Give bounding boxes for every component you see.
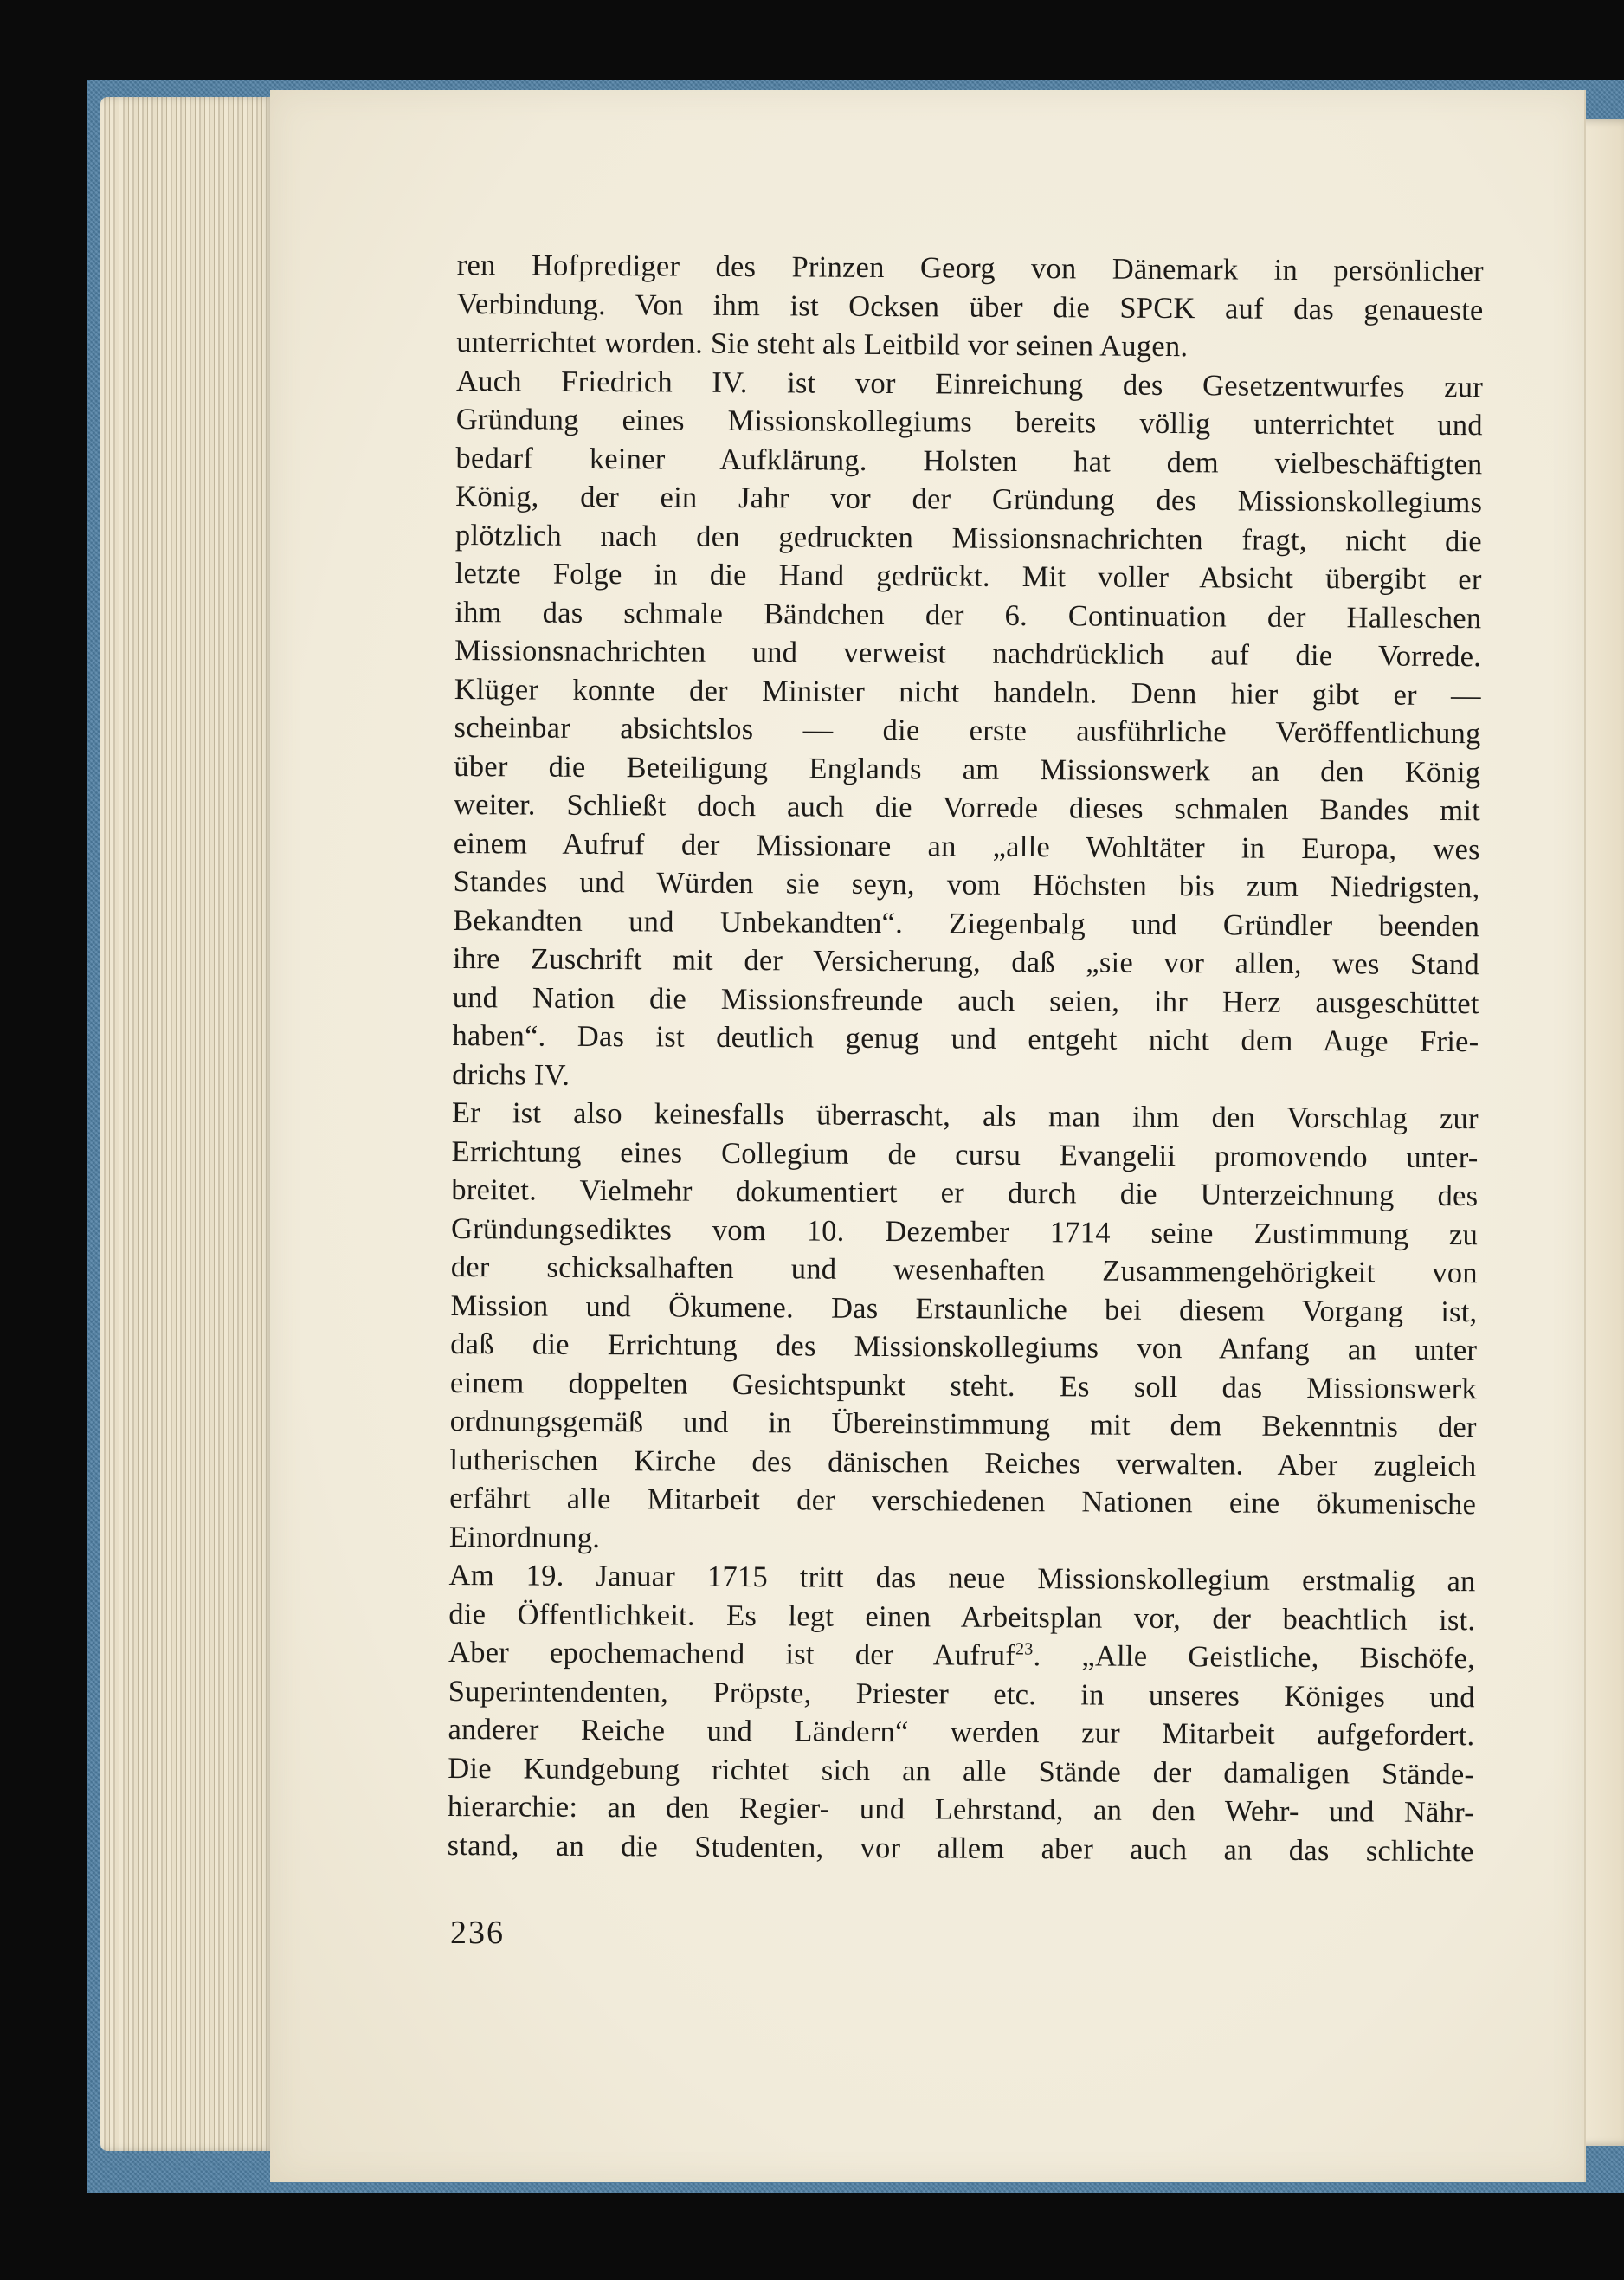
text-line: Bekandten und Unbekandten“. Ziegenbalg und Gründler beenden	[453, 903, 1480, 943]
text-line: einem doppelten Gesichtspunkt steht. Es soll das Missionswerk	[449, 1366, 1478, 1405]
text-line: Er ist also keinesfalls überrascht, als man ihm den Vorschlag zur	[451, 1095, 1479, 1136]
text-line: die Öffentlichkeit. Es legt einen Arbeitsplan vor, der beachtlich ist.	[448, 1597, 1476, 1637]
text-line: Auch Friedrich IV. ist vor Einreichung des Gesetzentwurfes zur	[455, 364, 1484, 404]
text-line: Gründung eines Missionskollegiums bereits völlig unterrichtet und	[455, 402, 1483, 442]
text-line: anderer Reiche und Ländern“ werden zur Mitarbeit aufgefordert.	[448, 1712, 1475, 1753]
text-line: Mission und Ökumene. Das Erstaunliche bei diesem Vorgang ist,	[450, 1289, 1478, 1328]
text-line: Die Kundgebung richtet sich an alle Stände der damaligen Stände-	[448, 1751, 1475, 1791]
text-line: unterrichtet worden. Sie steht als Leitbild vor seinen Augen.	[456, 325, 1189, 364]
text-line: weiter. Schließt doch auch die Vorrede dieses schmalen Bandes mit	[453, 787, 1481, 828]
footnote-marker: 23	[1015, 1639, 1034, 1659]
text-line: bedarf keiner Aufklärung. Holsten hat dem vielbeschäftigten	[455, 441, 1483, 481]
text-line: lutherischen Kirche des dänischen Reiches verwalten. Aber zugleich	[449, 1443, 1477, 1482]
text-line: ihm das schmale Bändchen der 6. Continuation der Halleschen	[454, 595, 1482, 635]
text-line: Klüger konnte der Minister nicht handeln. Denn hier gibt er —	[454, 672, 1481, 712]
text-line: ren Hofprediger des Prinzen Georg von Dänemark in persönlicher	[456, 248, 1484, 288]
text-line: hierarchie: an den Regier- und Lehrstand, an den Wehr- und Nähr-	[447, 1789, 1475, 1830]
text-line: stand, an die Studenten, vor allem aber auch an das schlichte	[447, 1828, 1474, 1868]
text-line: breitet. Vielmehr dokumentiert er durch die Unterzeichnung des	[451, 1172, 1479, 1213]
text-line: haben“. Das ist deutlich genug und entgeht nicht dem Auge Frie-	[452, 1018, 1479, 1059]
text-line: ihre Zuschrift mit der Versicherung, daß „sie vor allen, wes Stand	[452, 941, 1480, 982]
text-line: der schicksalhaften und wesenhaften Zusammengehörigkeit von	[450, 1250, 1478, 1290]
text-line: Standes und Würden sie seyn, vom Höchsten bis zum Niedrigsten,	[453, 864, 1480, 905]
text-line: einem Aufruf der Missionare an „alle Wohltäter in Europa, wes	[453, 826, 1480, 866]
page-block-edges	[100, 97, 274, 2151]
text-line: letzte Folge in die Hand gedrückt. Mit voller Absicht übergibt er	[454, 556, 1482, 597]
text-line: erfährt alle Mitarbeit der verschiedenen Nationen eine ökumenische	[449, 1481, 1477, 1521]
text-line: drichs IV.	[452, 1057, 570, 1092]
body-text	[448, 246, 1484, 1870]
text-line: Superintendenten, Pröpste, Priester etc. in unseres Königes und	[448, 1674, 1475, 1714]
text-line: plötzlich nach den gedruckten Missionsnachrichten fragt, nicht die	[454, 518, 1483, 558]
text-line: scheinbar absichtslos — die erste ausführliche Veröffentlichung	[454, 710, 1481, 751]
text-line: König, der ein Jahr vor der Gründung des Missionskollegiums	[455, 479, 1483, 520]
page-number: 236	[450, 1915, 505, 1951]
text-line: Verbindung. Von ihm ist Ocksen über die SPCK auf das genaueste	[456, 287, 1484, 326]
text-line-with-footnote	[448, 1633, 1475, 1678]
text-fragment: . „Alle Geistliche, Bischöfe,	[1033, 1639, 1476, 1676]
text-line: ordnungsgemäß und in Übereinstimmung mit dem Bekenntnis der	[449, 1404, 1477, 1444]
text-line: über die Beteiligung Englands am Missionswerk an den König	[454, 749, 1481, 789]
text-line: Errichtung eines Collegium de cursu Evangelii promovendo unter-	[451, 1134, 1479, 1174]
text-line: und Nation die Missionsfreunde auch seien, ihr Herz ausgeschüttet	[452, 980, 1479, 1020]
text-line: Einordnung.	[448, 1520, 601, 1554]
text-fragment: Aber epochemachend ist der Aufruf	[448, 1635, 1016, 1672]
text-line: Missionsnachrichten und verweist nachdrücklich auf die Vorrede.	[454, 633, 1482, 674]
text-line: Am 19. Januar 1715 tritt das neue Missionskollegium erstmalig an	[448, 1558, 1476, 1599]
text-line: Gründungsediktes vom 10. Dezember 1714 seine Zustimmung zu	[450, 1211, 1479, 1251]
text-line: daß die Errichtung des Missionskollegiums von Anfang an unter	[450, 1327, 1478, 1367]
